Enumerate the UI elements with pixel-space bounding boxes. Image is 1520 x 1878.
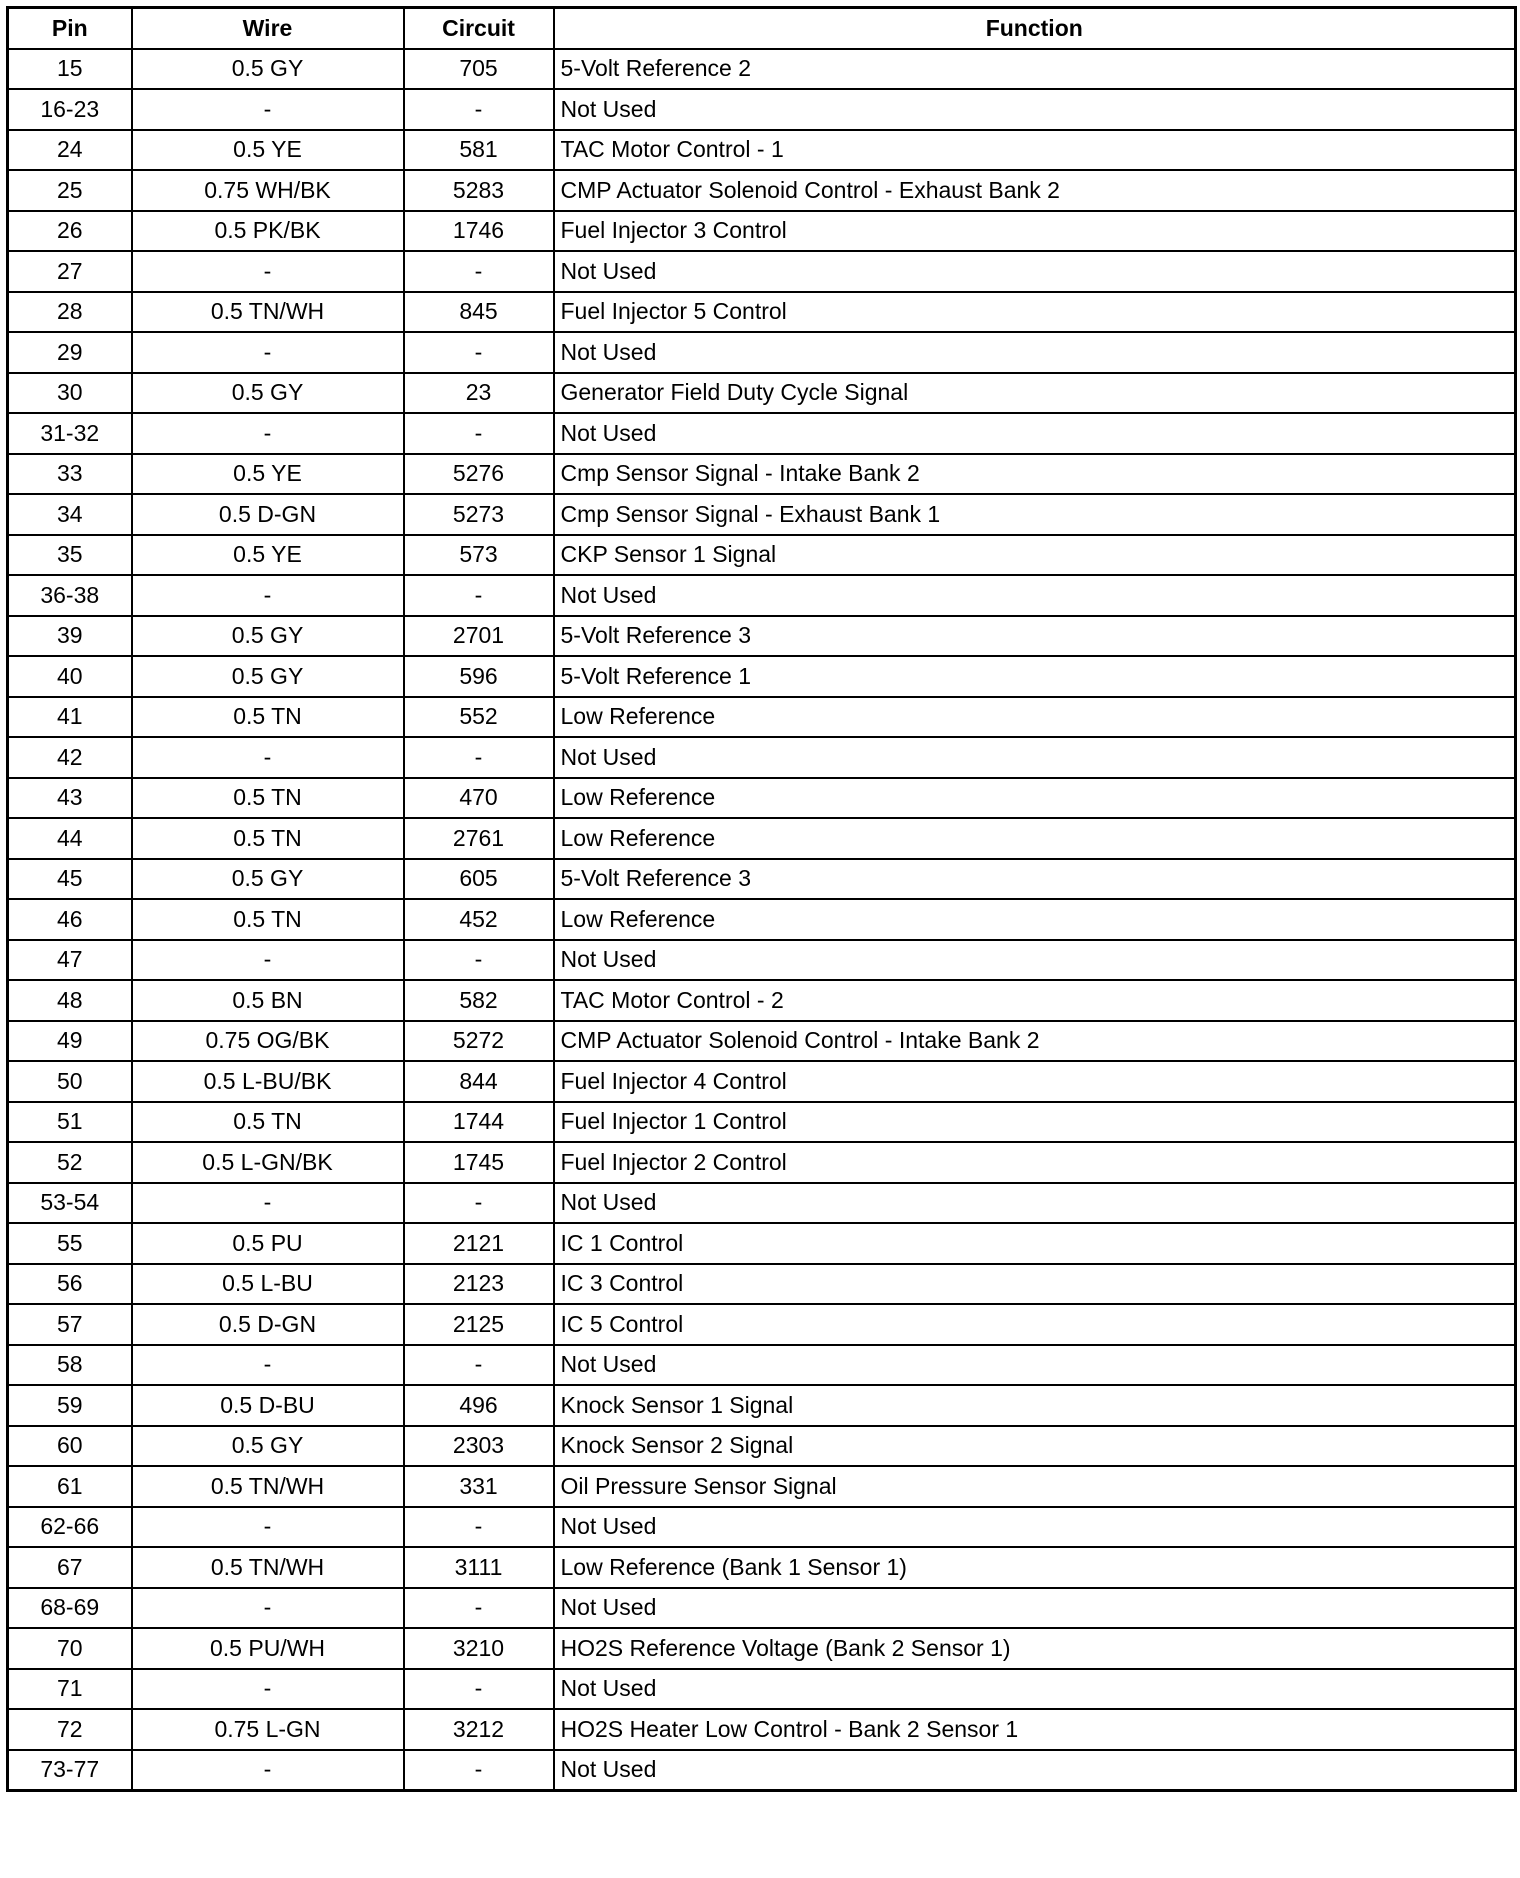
circuit-cell: - [404,332,554,373]
table-row [8,170,1516,211]
circuit-cell: - [404,1345,554,1386]
wire-cell: - [132,575,404,616]
circuit-cell: - [404,737,554,778]
table-row [8,251,1516,292]
wire-cell: 0.5 YE [132,130,404,171]
wire-cell: 0.75 OG/BK [132,1021,404,1062]
circuit-cell: - [404,575,554,616]
wire-cell: 0.5 TN/WH [132,1466,404,1507]
wire-cell: - [132,1183,404,1224]
wire-cell: 0.5 YE [132,454,404,495]
pin-cell: 39 [8,616,132,657]
circuit-cell: 2123 [404,1264,554,1305]
table-row [8,575,1516,616]
pin-cell: 45 [8,859,132,900]
pin-cell: 40 [8,656,132,697]
pin-cell: 61 [8,1466,132,1507]
table-row [8,494,1516,535]
table-row [8,899,1516,940]
table-row [8,1628,1516,1669]
wire-cell: 0.5 GY [132,616,404,657]
pin-cell: 47 [8,940,132,981]
pin-cell: 25 [8,170,132,211]
circuit-cell: - [404,89,554,130]
circuit-cell: - [404,413,554,454]
table-row [8,1142,1516,1183]
function-cell: Not Used [554,1669,1516,1710]
function-cell: Low Reference [554,899,1516,940]
pin-cell: 36-38 [8,575,132,616]
function-column-header: Function [554,8,1516,49]
function-cell: CMP Actuator Solenoid Control - Intake Bank 2 [554,1021,1516,1062]
table-row [8,1750,1516,1791]
table-row [8,737,1516,778]
wire-cell: 0.5 TN [132,818,404,859]
function-cell: Fuel Injector 3 Control [554,211,1516,252]
function-cell: IC 3 Control [554,1264,1516,1305]
function-cell: HO2S Heater Low Control - Bank 2 Sensor 1 [554,1709,1516,1750]
wire-cell: 0.5 D-GN [132,494,404,535]
wire-cell: - [132,940,404,981]
circuit-cell: 596 [404,656,554,697]
pin-cell: 15 [8,49,132,90]
function-cell: Low Reference [554,778,1516,819]
function-cell: Fuel Injector 2 Control [554,1142,1516,1183]
wire-cell: - [132,1507,404,1548]
wire-cell: - [132,1669,404,1710]
pin-cell: 70 [8,1628,132,1669]
table-row [8,1304,1516,1345]
table-row [8,332,1516,373]
wire-column-header: Wire [132,8,404,49]
function-cell: 5-Volt Reference 1 [554,656,1516,697]
function-cell: Generator Field Duty Cycle Signal [554,373,1516,414]
pin-cell: 58 [8,1345,132,1386]
function-cell: Fuel Injector 5 Control [554,292,1516,333]
table-row [8,1507,1516,1548]
wire-cell: 0.5 TN/WH [132,1547,404,1588]
table-row [8,535,1516,576]
wire-cell: - [132,251,404,292]
pin-cell: 50 [8,1061,132,1102]
function-cell: Knock Sensor 2 Signal [554,1426,1516,1467]
wire-cell: - [132,1345,404,1386]
circuit-cell: - [404,1750,554,1791]
table-row [8,656,1516,697]
circuit-cell: 581 [404,130,554,171]
table-row [8,940,1516,981]
circuit-cell: 2701 [404,616,554,657]
pin-cell: 57 [8,1304,132,1345]
circuit-cell: 1745 [404,1142,554,1183]
pin-cell: 30 [8,373,132,414]
function-cell: Low Reference [554,818,1516,859]
function-cell: Not Used [554,332,1516,373]
pin-cell: 68-69 [8,1588,132,1629]
function-cell: Not Used [554,1588,1516,1629]
circuit-cell: 2125 [404,1304,554,1345]
pin-cell: 43 [8,778,132,819]
circuit-cell: 3111 [404,1547,554,1588]
pin-cell: 60 [8,1426,132,1467]
table-row [8,373,1516,414]
wire-cell: 0.5 BN [132,980,404,1021]
function-cell: Not Used [554,413,1516,454]
wire-cell: - [132,737,404,778]
wire-cell: 0.5 TN [132,899,404,940]
wire-cell: 0.5 PU [132,1223,404,1264]
circuit-cell: 23 [404,373,554,414]
function-cell: Not Used [554,737,1516,778]
wire-cell: 0.5 GY [132,373,404,414]
table-row [8,1709,1516,1750]
pin-cell: 49 [8,1021,132,1062]
function-cell: Not Used [554,575,1516,616]
table-row [8,211,1516,252]
wire-cell: - [132,1588,404,1629]
circuit-cell: 470 [404,778,554,819]
function-cell: Not Used [554,1750,1516,1791]
pinout-table [6,6,1517,1792]
circuit-cell: 3210 [404,1628,554,1669]
table-row [8,697,1516,738]
pin-cell: 26 [8,211,132,252]
pin-cell: 16-23 [8,89,132,130]
circuit-cell: 573 [404,535,554,576]
function-cell: 5-Volt Reference 3 [554,859,1516,900]
table-row [8,1426,1516,1467]
table-row [8,1669,1516,1710]
pin-cell: 31-32 [8,413,132,454]
function-cell: Not Used [554,940,1516,981]
wire-cell: 0.75 WH/BK [132,170,404,211]
function-cell: IC 5 Control [554,1304,1516,1345]
pin-cell: 33 [8,454,132,495]
pin-cell: 48 [8,980,132,1021]
function-cell: Not Used [554,1183,1516,1224]
table-row [8,413,1516,454]
header-row [8,8,1516,49]
function-cell: Fuel Injector 4 Control [554,1061,1516,1102]
pin-cell: 28 [8,292,132,333]
wire-cell: - [132,1750,404,1791]
circuit-cell: - [404,1183,554,1224]
circuit-cell: 1746 [404,211,554,252]
table-row [8,1385,1516,1426]
function-cell: Low Reference [554,697,1516,738]
wire-cell: - [132,413,404,454]
pin-cell: 59 [8,1385,132,1426]
function-cell: TAC Motor Control - 1 [554,130,1516,171]
function-cell: HO2S Reference Voltage (Bank 2 Sensor 1) [554,1628,1516,1669]
wire-cell: - [132,332,404,373]
wire-cell: 0.5 TN [132,697,404,738]
pin-cell: 35 [8,535,132,576]
function-cell: TAC Motor Control - 2 [554,980,1516,1021]
table-row [8,1061,1516,1102]
table-row [8,454,1516,495]
function-cell: CMP Actuator Solenoid Control - Exhaust Bank 2 [554,170,1516,211]
circuit-cell: 552 [404,697,554,738]
table-row [8,1547,1516,1588]
table-row [8,1588,1516,1629]
pin-cell: 42 [8,737,132,778]
wire-cell: 0.5 PK/BK [132,211,404,252]
wire-cell: 0.5 L-BU [132,1264,404,1305]
table-row [8,778,1516,819]
pin-cell: 62-66 [8,1507,132,1548]
wire-cell: 0.5 D-GN [132,1304,404,1345]
wire-cell: 0.5 TN/WH [132,292,404,333]
circuit-cell: 2761 [404,818,554,859]
wire-cell: 0.5 D-BU [132,1385,404,1426]
wire-cell: 0.5 TN [132,778,404,819]
pin-cell: 44 [8,818,132,859]
wire-cell: 0.5 GY [132,859,404,900]
circuit-cell: 452 [404,899,554,940]
table-row [8,1183,1516,1224]
circuit-cell: 2121 [404,1223,554,1264]
function-cell: Not Used [554,1345,1516,1386]
function-cell: CKP Sensor 1 Signal [554,535,1516,576]
pin-cell: 51 [8,1102,132,1143]
circuit-cell: - [404,1588,554,1629]
table-row [8,1223,1516,1264]
function-cell: Cmp Sensor Signal - Intake Bank 2 [554,454,1516,495]
function-cell: Not Used [554,1507,1516,1548]
pin-cell: 46 [8,899,132,940]
pinout-table-container [6,6,1514,1792]
function-cell: 5-Volt Reference 2 [554,49,1516,90]
wire-cell: 0.5 YE [132,535,404,576]
table-row [8,49,1516,90]
circuit-cell: - [404,251,554,292]
circuit-cell: - [404,1669,554,1710]
wire-cell: - [132,89,404,130]
wire-cell: 0.5 GY [132,1426,404,1467]
function-cell: IC 1 Control [554,1223,1516,1264]
circuit-cell: 845 [404,292,554,333]
pin-cell: 27 [8,251,132,292]
function-cell: 5-Volt Reference 3 [554,616,1516,657]
table-row [8,980,1516,1021]
pin-cell: 34 [8,494,132,535]
circuit-cell: 3212 [404,1709,554,1750]
pin-cell: 56 [8,1264,132,1305]
table-row [8,89,1516,130]
pin-cell: 29 [8,332,132,373]
wire-cell: 0.5 GY [132,656,404,697]
circuit-cell: 605 [404,859,554,900]
wire-cell: 0.5 GY [132,49,404,90]
circuit-cell: 331 [404,1466,554,1507]
function-cell: Cmp Sensor Signal - Exhaust Bank 1 [554,494,1516,535]
circuit-cell: 496 [404,1385,554,1426]
circuit-cell: 705 [404,49,554,90]
circuit-cell: 5283 [404,170,554,211]
pin-cell: 67 [8,1547,132,1588]
table-row [8,616,1516,657]
pin-cell: 24 [8,130,132,171]
wire-cell: 0.5 TN [132,1102,404,1143]
circuit-cell: 582 [404,980,554,1021]
circuit-cell: 5273 [404,494,554,535]
pin-cell: 41 [8,697,132,738]
table-row [8,818,1516,859]
function-cell: Knock Sensor 1 Signal [554,1385,1516,1426]
circuit-column-header: Circuit [404,8,554,49]
table-row [8,1102,1516,1143]
function-cell: Oil Pressure Sensor Signal [554,1466,1516,1507]
circuit-cell: 5276 [404,454,554,495]
table-row [8,1466,1516,1507]
circuit-cell: 5272 [404,1021,554,1062]
function-cell: Not Used [554,89,1516,130]
circuit-cell: 844 [404,1061,554,1102]
circuit-cell: - [404,940,554,981]
table-row [8,1021,1516,1062]
pin-cell: 52 [8,1142,132,1183]
pin-cell: 55 [8,1223,132,1264]
circuit-cell: 2303 [404,1426,554,1467]
table-row [8,1345,1516,1386]
table-row [8,1264,1516,1305]
wire-cell: 0.5 L-BU/BK [132,1061,404,1102]
pin-cell: 72 [8,1709,132,1750]
wire-cell: 0.5 L-GN/BK [132,1142,404,1183]
pin-cell: 73-77 [8,1750,132,1791]
pin-column-header: Pin [8,8,132,49]
table-row [8,292,1516,333]
pinout-table-body [8,49,1516,1791]
function-cell: Not Used [554,251,1516,292]
pin-cell: 53-54 [8,1183,132,1224]
table-row [8,859,1516,900]
function-cell: Fuel Injector 1 Control [554,1102,1516,1143]
circuit-cell: 1744 [404,1102,554,1143]
table-row [8,130,1516,171]
wire-cell: 0.5 PU/WH [132,1628,404,1669]
wire-cell: 0.75 L-GN [132,1709,404,1750]
circuit-cell: - [404,1507,554,1548]
function-cell: Low Reference (Bank 1 Sensor 1) [554,1547,1516,1588]
pin-cell: 71 [8,1669,132,1710]
